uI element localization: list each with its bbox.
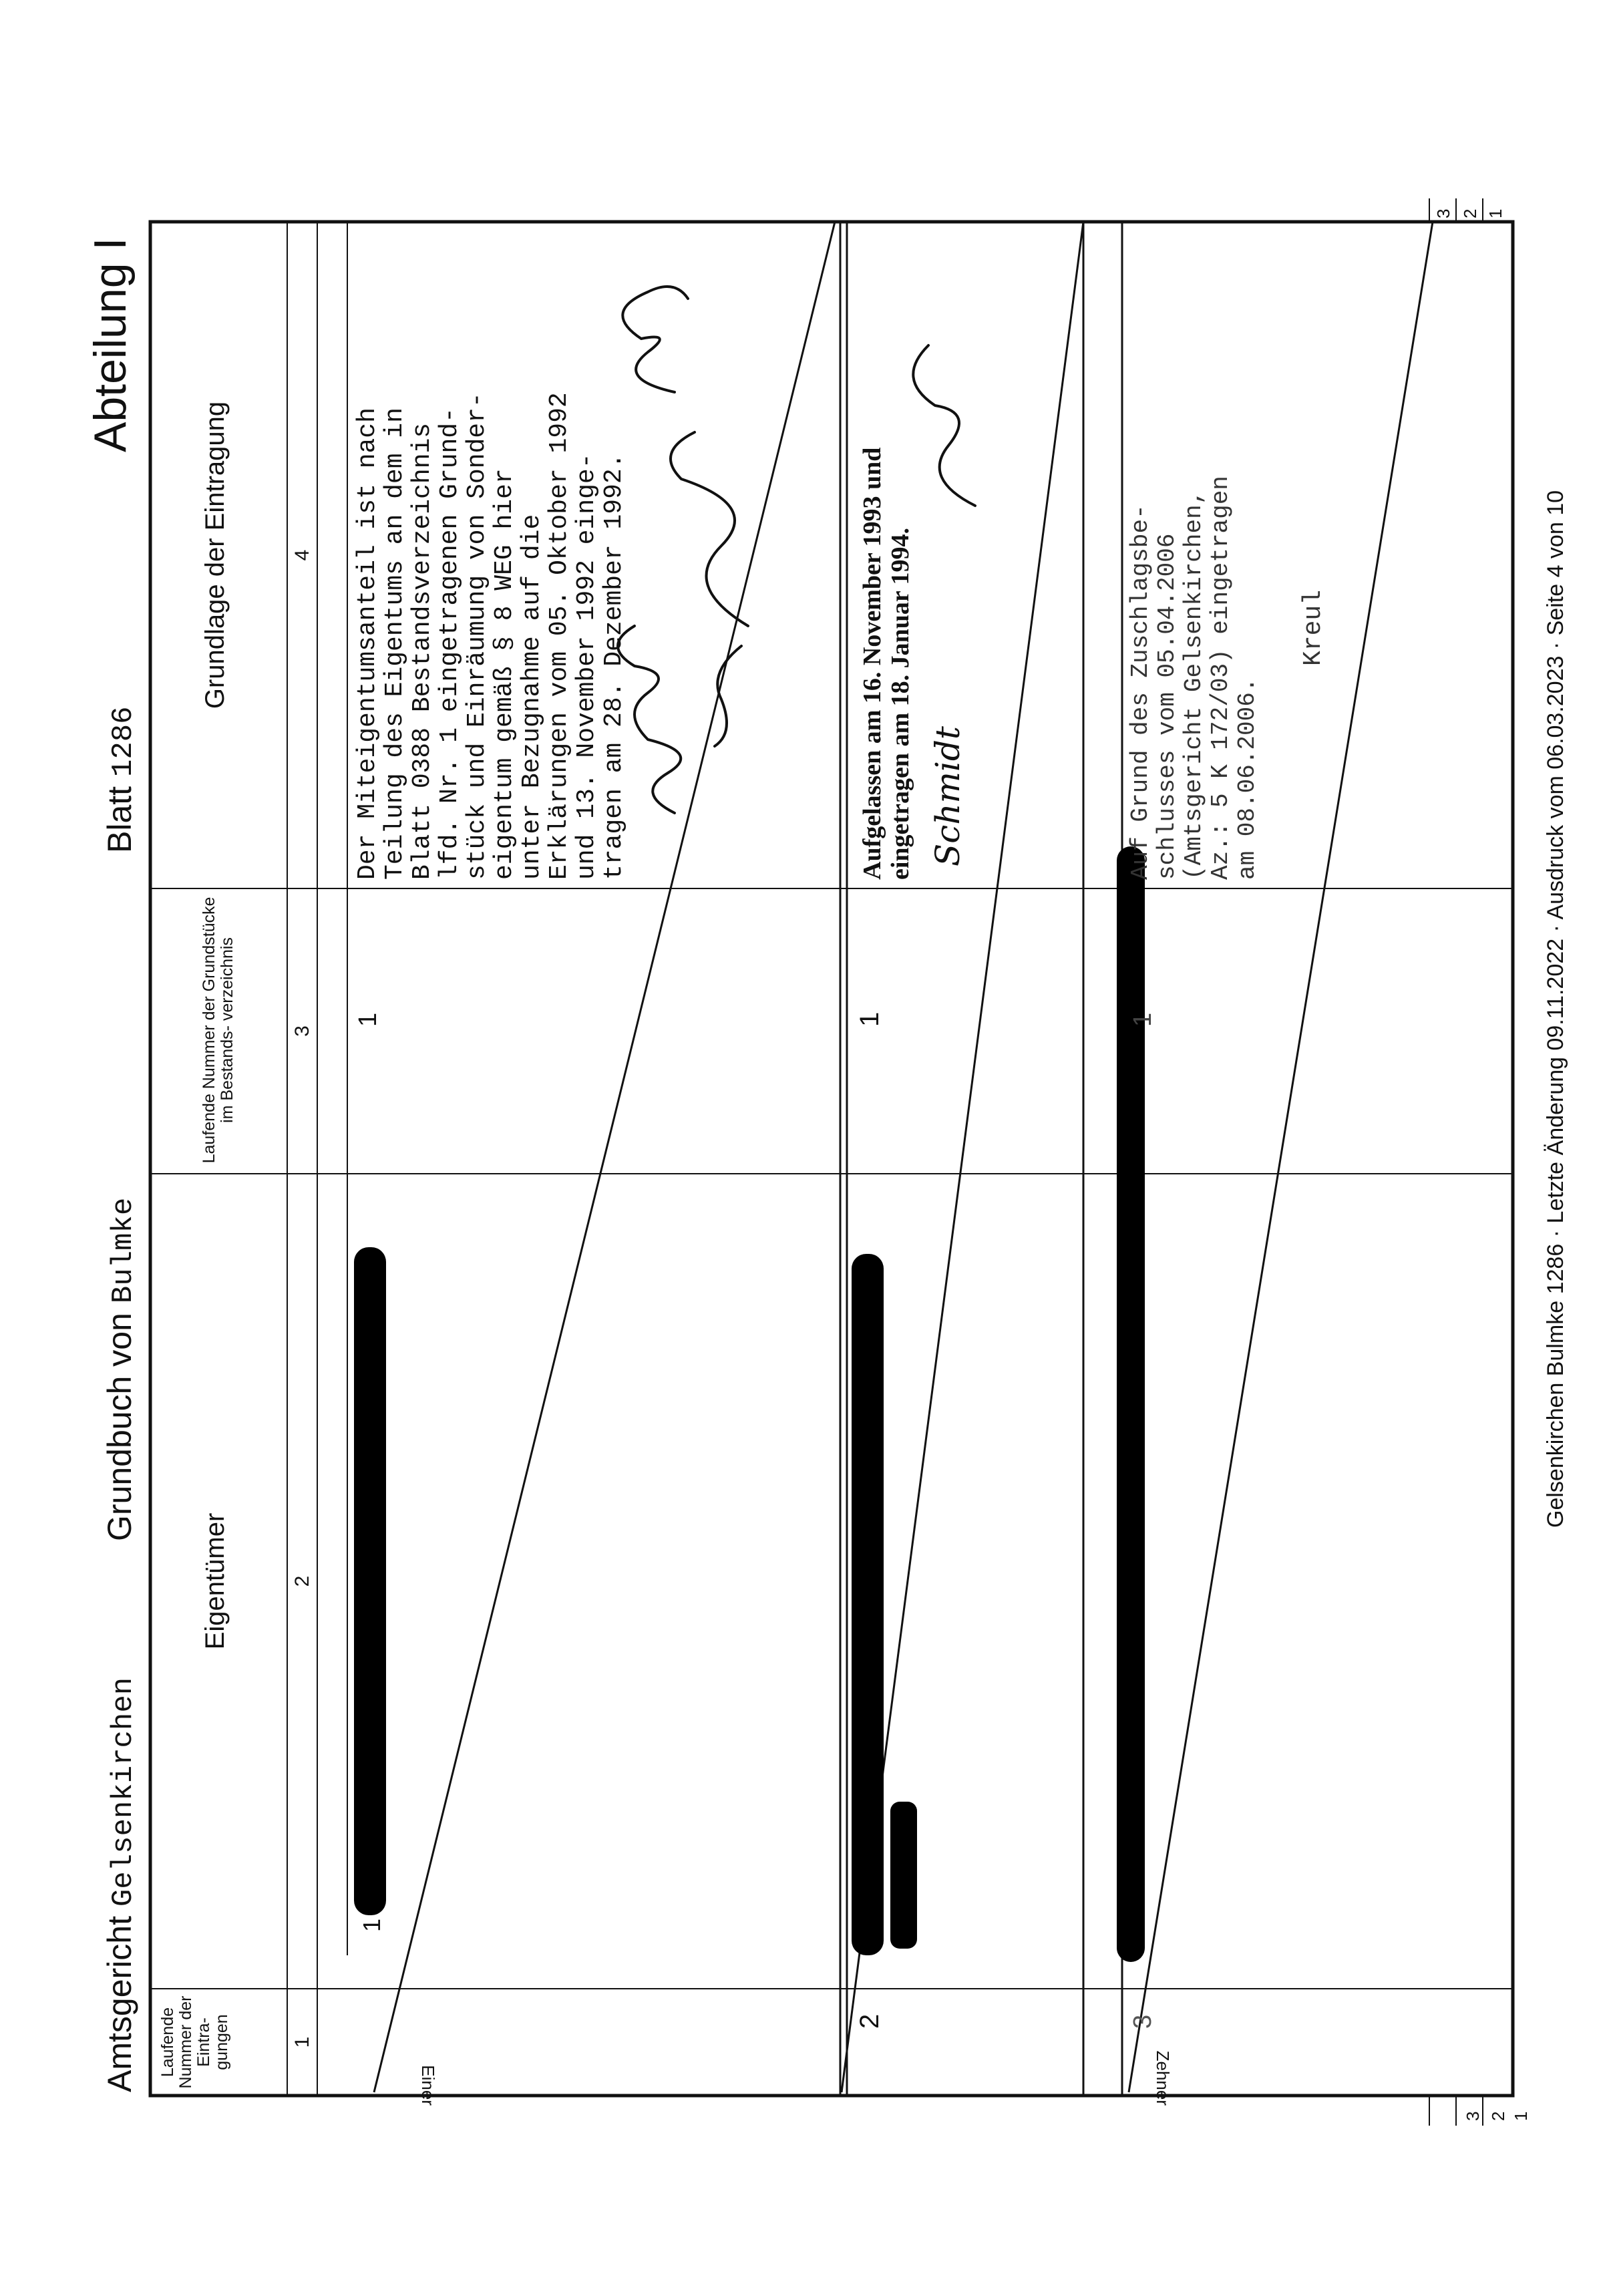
column-header-parcel-no: Laufende Nummer der Grundstücke im Bestands- verzeichnis [200,896,236,1164]
entry-3-signature-name: Kreul [1299,589,1328,666]
signature-entry1-b [715,646,741,746]
entry-1-number: 1 [358,1918,385,1932]
entry-3-number: 3 [1129,2014,1157,2029]
column-number-2: 2 [291,1575,313,1587]
signature-entry1-c [671,432,748,626]
column-header-entry-no: Laufende Nummer der Eintra- gungen [158,1995,231,2089]
column-header-owner: Eigentümer [200,1512,230,1650]
entry-2-parcel-no: 1 [855,1011,884,1027]
redacted-owner-1 [354,1247,386,1915]
entry-2-basis-text: Aufgelassen am 16. November 1993 und eingetragen am 18. Januar 1994. [858,447,914,880]
margin-number-right-2: 2 [1460,208,1480,218]
entry-1-basis-text: Der Miteigentumsanteil ist nach Teilung des Eigentums an dem in Blatt 0388 Bestandsverzeichnis lfd. Nr. 1 eingetragenen Grund- stück und Einräumung von Sonder- eigentum gemäß § 8 WEG hier unter Bezugnahme auf die Erklärungen vom 05. Oktober 1992 und 13. November 1992 einge- tragen am 28. Dezember 1992. [353,392,629,880]
entry-1-parcel-no: 1 [354,1012,382,1027]
sheet-label: Blatt [101,786,138,853]
book-label: Grundbuch von [101,1313,138,1541]
signature-entry1-d [622,287,688,392]
column-number-3: 3 [291,1025,313,1037]
margin-number-left-3: 3 [1463,2111,1483,2121]
column-number-1: 1 [291,2036,313,2048]
column-number-4: 4 [291,549,313,561]
page-footer: Gelsenkirchen Bulmke 1286 · Letzte Änderung 09.11.2022 · Ausdruck vom 06.03.2023 · Seite 4 von 10 [1543,490,1568,1528]
entry-2-handwritten-name: Schmidt [928,726,967,866]
entry-3-basis-text: Auf Grund des Zuschlagsbe- schlusses vom 05.04.2006 (Amtsgericht Gelsenkirchen, Az.: 5 K 172/03) eingetragen am 08.06.2006. [1127,476,1261,880]
redacted-owner-2b [890,1802,917,1949]
court-label: Amtsgericht [101,1916,138,2092]
margin-number-right-3: 3 [1433,208,1453,218]
entry-2-number: 2 [855,2013,884,2029]
entry-3-parcel-no: 1 [1129,1012,1157,1027]
division-title: Abteilung I [85,237,136,452]
book-district: Bulmke [107,1197,140,1304]
margin-number-left-2: 2 [1488,2111,1508,2121]
side-label-zehner: Zehner [1153,2050,1173,2106]
signature-entry2 [913,345,975,506]
margin-number-right-1: 1 [1485,208,1505,218]
court-name: Gelsenkirchen [107,1677,140,1907]
margin-number-left-1: 1 [1511,2111,1531,2121]
column-header-basis: Grundlage der Eintragung [200,401,230,709]
sheet-number: 1286 [107,706,140,778]
redacted-owner-2a [852,1254,884,1955]
side-label-einer: Einer [418,2065,438,2106]
